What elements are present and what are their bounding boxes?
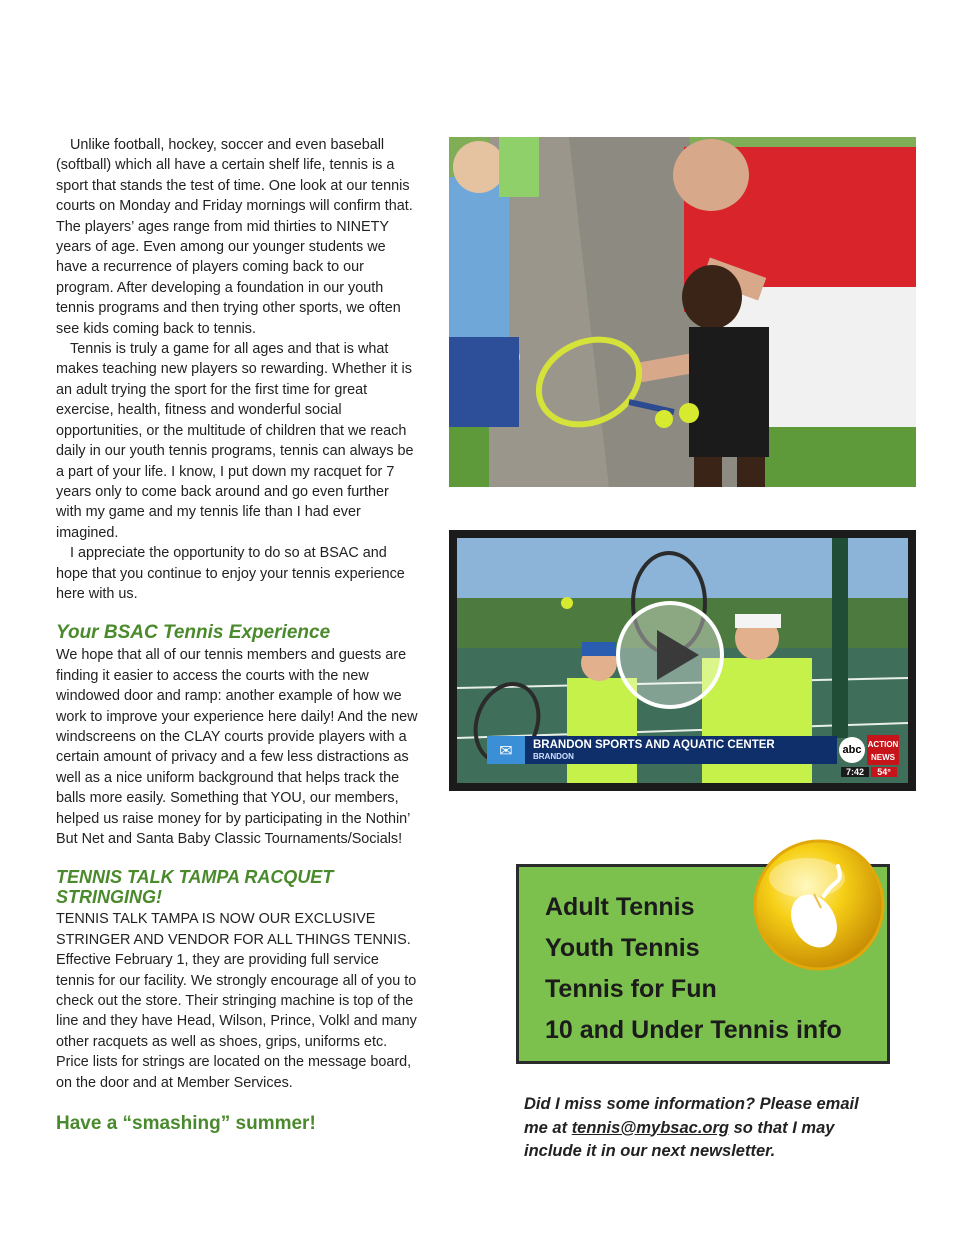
stringing-heading: TENNIS TALK TAMPA RACQUET STRINGING! bbox=[56, 867, 334, 908]
station-name-2: NEWS bbox=[871, 753, 895, 762]
closing-text-before: Did I miss some information? Please email me at bbox=[524, 1095, 859, 1137]
left-column bbox=[56, 135, 418, 1135]
banner-subtitle: BRANDON bbox=[533, 751, 574, 761]
coaching-photo bbox=[449, 137, 916, 487]
mouse-click-icon[interactable] bbox=[752, 838, 886, 972]
intro-paragraph-3: I appreciate the opportunity to do so at BSAC and hope that you continue to enjoy your tennis experience here with us. bbox=[56, 545, 405, 602]
time-readout: 7:42 bbox=[841, 767, 869, 777]
news-banner bbox=[487, 736, 837, 764]
banner-title: BRANDON SPORTS AND AQUATIC CENTER bbox=[533, 738, 775, 751]
email-link[interactable]: tennis@mybsac.org bbox=[571, 1118, 729, 1137]
coaching-photo-illustration bbox=[449, 137, 916, 487]
video-frame bbox=[457, 538, 908, 783]
closing-note bbox=[524, 1093, 884, 1164]
station-logo bbox=[839, 733, 901, 777]
abc-logo: abc bbox=[839, 737, 865, 763]
intro-paragraph-1: Unlike football, hockey, soccer and even baseball (softball) which all have a certain shelf life, tennis is a sport that stands the test of time. One look at our tennis courts on Monday and Friday mornings will confirm that. The players’ ages range from mid thirties to NINETY years of age. Even among our younger students we have a recurrence of players coming back to our program. After developing a foundation in our youth tennis programs and then trying other sports, we often see kids coming back to tennis. bbox=[56, 137, 413, 337]
program-tennis-for-fun[interactable]: Tennis for Fun bbox=[545, 975, 717, 1003]
temp-readout: 54° bbox=[871, 767, 897, 777]
signoff: Have a “smashing” summer! bbox=[56, 1113, 316, 1135]
twitter-icon: ✉ bbox=[487, 736, 525, 764]
closing-text-after: so that I may include it in our next newsletter. bbox=[524, 1118, 835, 1160]
experience-text: We hope that all of our tennis members and guests are finding it easier to access the courts with the new windowed door and ramp: another example of how we work to improve your experience here daily! And the new windscreens on the CLAY courts provide players with a certain amount of privacy and a few less distractions as well as a nice uniform background that helps track the balls more easily. Something that YOU, our members, helped us raise money for by participating in the Nothin’ But Net and Santa Baby Classic Tournaments/Socials! bbox=[56, 647, 418, 847]
intro-paragraph-2: Tennis is truly a game for all ages and that is what makes teaching new players so rewarding. Whether it is an adult trying the sport for the first time for great exercise, health, fitness and wonderful social opportunities, or the multitude of children that we reach daily in our youth tennis programs, tennis can always be a part of your life. I know, I put down my racquet for 7 years only to come back around and go even further with my game and my tennis life than I had ever imagined. bbox=[56, 341, 414, 541]
program-10-and-under[interactable]: 10 and Under Tennis info bbox=[545, 1016, 842, 1044]
stringing-text: TENNIS TALK TAMPA IS NOW OUR EXCLUSIVE STRINGER AND VENDOR FOR ALL THINGS TENNIS. Effective February 1, they are providing full service tennis for our facility. We strongly encourage all of you to check out the store. Their stringing machine is top of the line and they have Head, Wilson, Prince, Volkl and many other racquets as well as shoes, grips, uniforms etc. Price lists for strings are located on the message board, on the door and at Member Services. bbox=[56, 911, 417, 1091]
video-player[interactable] bbox=[449, 530, 916, 791]
program-adult-tennis[interactable]: Adult Tennis bbox=[545, 893, 695, 921]
intro-text bbox=[56, 135, 418, 604]
station-name-1: ACTION bbox=[867, 740, 899, 749]
experience-heading: Your BSAC Tennis Experience bbox=[56, 622, 331, 644]
program-youth-tennis[interactable]: Youth Tennis bbox=[545, 934, 700, 962]
play-icon[interactable] bbox=[615, 600, 725, 710]
